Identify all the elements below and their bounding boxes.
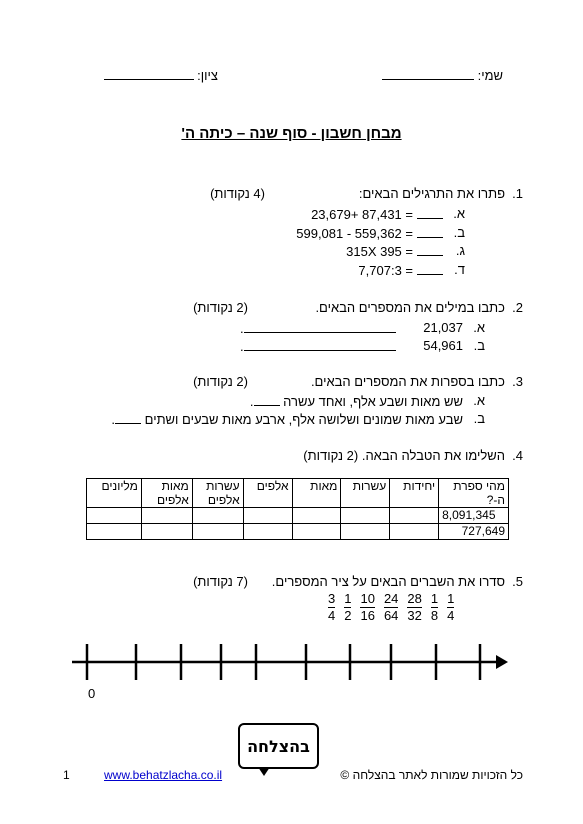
behatzlacha-logo — [238, 723, 319, 769]
q1-item-d-expr: 7,707:3 = — [358, 263, 413, 278]
table-cell[interactable] — [341, 524, 390, 540]
q1-text: פתרו את התרגילים הבאים: — [358, 186, 505, 201]
table-row-number: 727,649 — [439, 524, 509, 540]
q2-answer-a[interactable] — [244, 332, 396, 333]
fraction-denominator: 32 — [407, 608, 422, 623]
table-row — [87, 508, 509, 524]
name-field — [382, 67, 503, 84]
q2-number: 2. — [512, 300, 523, 315]
q2-item-a-value: 21,037 — [423, 320, 463, 335]
table-header-ten-thousands: עשרות אלפים — [192, 479, 243, 508]
number-line-arrow — [496, 655, 508, 669]
q4-text: השלימו את הטבלה הבאה. (2 נקודות) — [303, 448, 505, 463]
q1-item-c — [346, 243, 443, 260]
table-cell[interactable] — [87, 508, 142, 524]
fraction — [431, 592, 438, 623]
table-row-number: 8,091,345 — [439, 508, 509, 524]
q1-item-c-letter: ג. — [455, 243, 465, 258]
place-value-table — [86, 478, 509, 540]
table-cell[interactable] — [292, 524, 341, 540]
q3-points: (2 נקודות) — [193, 374, 248, 389]
table-cell[interactable] — [341, 508, 390, 524]
q3-answer-a[interactable] — [254, 393, 280, 406]
table-cell[interactable] — [390, 508, 439, 524]
fraction — [447, 592, 454, 623]
fraction — [407, 592, 421, 623]
fraction-denominator: 2 — [344, 608, 352, 623]
q1-answer-c[interactable] — [417, 243, 443, 256]
fraction — [360, 592, 374, 623]
grade-blank[interactable] — [104, 67, 194, 80]
q2-item-b-letter: ב. — [473, 338, 485, 353]
q5-points: (7 נקודות) — [193, 574, 248, 589]
q5-text: סדרו את השברים הבאים על ציר המספרים. — [271, 574, 505, 589]
fraction-numerator: 10 — [360, 591, 375, 606]
table-header-hundreds: מאות — [292, 479, 341, 508]
number-line — [60, 640, 520, 680]
q1-number: 1. — [512, 186, 523, 201]
table-cell[interactable] — [141, 524, 192, 540]
table-cell[interactable] — [87, 524, 142, 540]
fraction-denominator: 64 — [383, 608, 399, 623]
q1-item-a-letter: א. — [453, 206, 465, 221]
table-header-thousands: אלפים — [243, 479, 292, 508]
fraction-denominator: 4 — [328, 608, 336, 623]
q3-text: כתבו בספרות את המספרים הבאים. — [310, 374, 505, 389]
fraction-numerator: 28 — [407, 591, 422, 606]
q1-points: (4 נקודות) — [210, 186, 265, 201]
fraction-denominator: 8 — [430, 608, 439, 623]
q1-item-b-letter: ב. — [453, 225, 465, 240]
grade-label: ציון: — [197, 68, 218, 83]
page-title: מבחן חשבון - סוף שנה – כיתה ה' — [181, 125, 402, 142]
table-header-tens: עשרות — [341, 479, 390, 508]
q1-item-a — [311, 206, 443, 223]
q2-answer-b-period: . — [240, 339, 244, 354]
name-label: שמי: — [477, 68, 503, 83]
table-cell[interactable] — [192, 524, 243, 540]
table-cell[interactable] — [292, 508, 341, 524]
q1-item-b — [296, 225, 443, 242]
table-cell[interactable] — [390, 524, 439, 540]
q1-answer-a[interactable] — [417, 206, 443, 219]
fraction-numerator: 1 — [344, 591, 352, 606]
copyright-text: כל הזכויות שמורות לאתר בהצלחה © — [340, 768, 523, 782]
table-cell[interactable] — [243, 524, 292, 540]
q5-number: 5. — [512, 574, 523, 589]
table-header-row — [87, 479, 509, 508]
fraction — [328, 592, 335, 623]
q3-item-b: שבע מאות שמונים ושלושה אלף, ארבע מאות שבעים ושתים . — [111, 412, 463, 427]
zero-label: 0 — [88, 686, 96, 701]
footer-link-text[interactable]: www.behatzlacha.co.il — [104, 768, 223, 782]
table-header-hundred-thousands: מאות אלפים — [141, 479, 192, 508]
fraction — [344, 592, 351, 623]
q1-answer-b[interactable] — [417, 225, 443, 238]
page-number: 1 — [63, 768, 70, 782]
fraction-numerator: 1 — [447, 591, 455, 606]
q1-item-c-expr: 315X 395 = — [346, 244, 413, 259]
table-row — [87, 524, 509, 540]
table-header-millions: מליונים — [87, 479, 142, 508]
q3-number: 3. — [512, 374, 523, 389]
q3-item-a-letter: א. — [473, 393, 485, 408]
fraction-numerator: 3 — [328, 591, 336, 606]
grade-field — [104, 67, 218, 84]
table-header-units: יחידות — [390, 479, 439, 508]
q3-item-b-letter: ב. — [473, 411, 485, 426]
q3-answer-b[interactable] — [115, 411, 141, 424]
q1-item-d-letter: ד. — [454, 262, 465, 277]
q2-text: כתבו במילים את המספרים הבאים. — [315, 300, 505, 315]
q2-item-b-value: 54,961 — [423, 338, 463, 353]
logo-text: בהצלחה — [247, 736, 310, 756]
table-cell[interactable] — [192, 508, 243, 524]
q3-item-a-text: שש מאות ושבע אלף, ואחד עשרה — [283, 394, 463, 409]
name-blank[interactable] — [382, 67, 474, 80]
table-cell[interactable] — [141, 508, 192, 524]
q4-number: 4. — [512, 448, 523, 463]
q2-item-a-letter: א. — [473, 320, 485, 335]
q1-item-d — [358, 262, 443, 279]
footer-link[interactable] — [104, 768, 222, 783]
q2-answer-a-period: . — [240, 321, 244, 336]
table-header-first: מהי ספרת ה-? — [439, 479, 509, 508]
fraction-denominator: 16 — [360, 608, 375, 623]
fraction — [384, 592, 398, 623]
fraction-numerator: 1 — [430, 591, 439, 606]
q3-item-a: שש מאות ושבע אלף, ואחד עשרה . — [249, 394, 463, 409]
q1-item-a-expr: 23,679+ 87,431 = — [311, 207, 413, 222]
q2-answer-b[interactable] — [244, 350, 396, 351]
logo-speech-tail — [258, 767, 270, 776]
fraction-numerator: 24 — [383, 591, 399, 606]
fraction-denominator: 4 — [447, 608, 455, 623]
q1-answer-d[interactable] — [417, 262, 443, 275]
q2-points: (2 נקודות) — [193, 300, 248, 315]
fractions-row — [328, 592, 454, 623]
q1-item-b-expr: 599,081 - 559,362 = — [296, 226, 413, 241]
table-cell[interactable] — [243, 508, 292, 524]
q3-item-b-text: שבע מאות שמונים ושלושה אלף, ארבע מאות שבעים ושתים — [144, 412, 463, 427]
